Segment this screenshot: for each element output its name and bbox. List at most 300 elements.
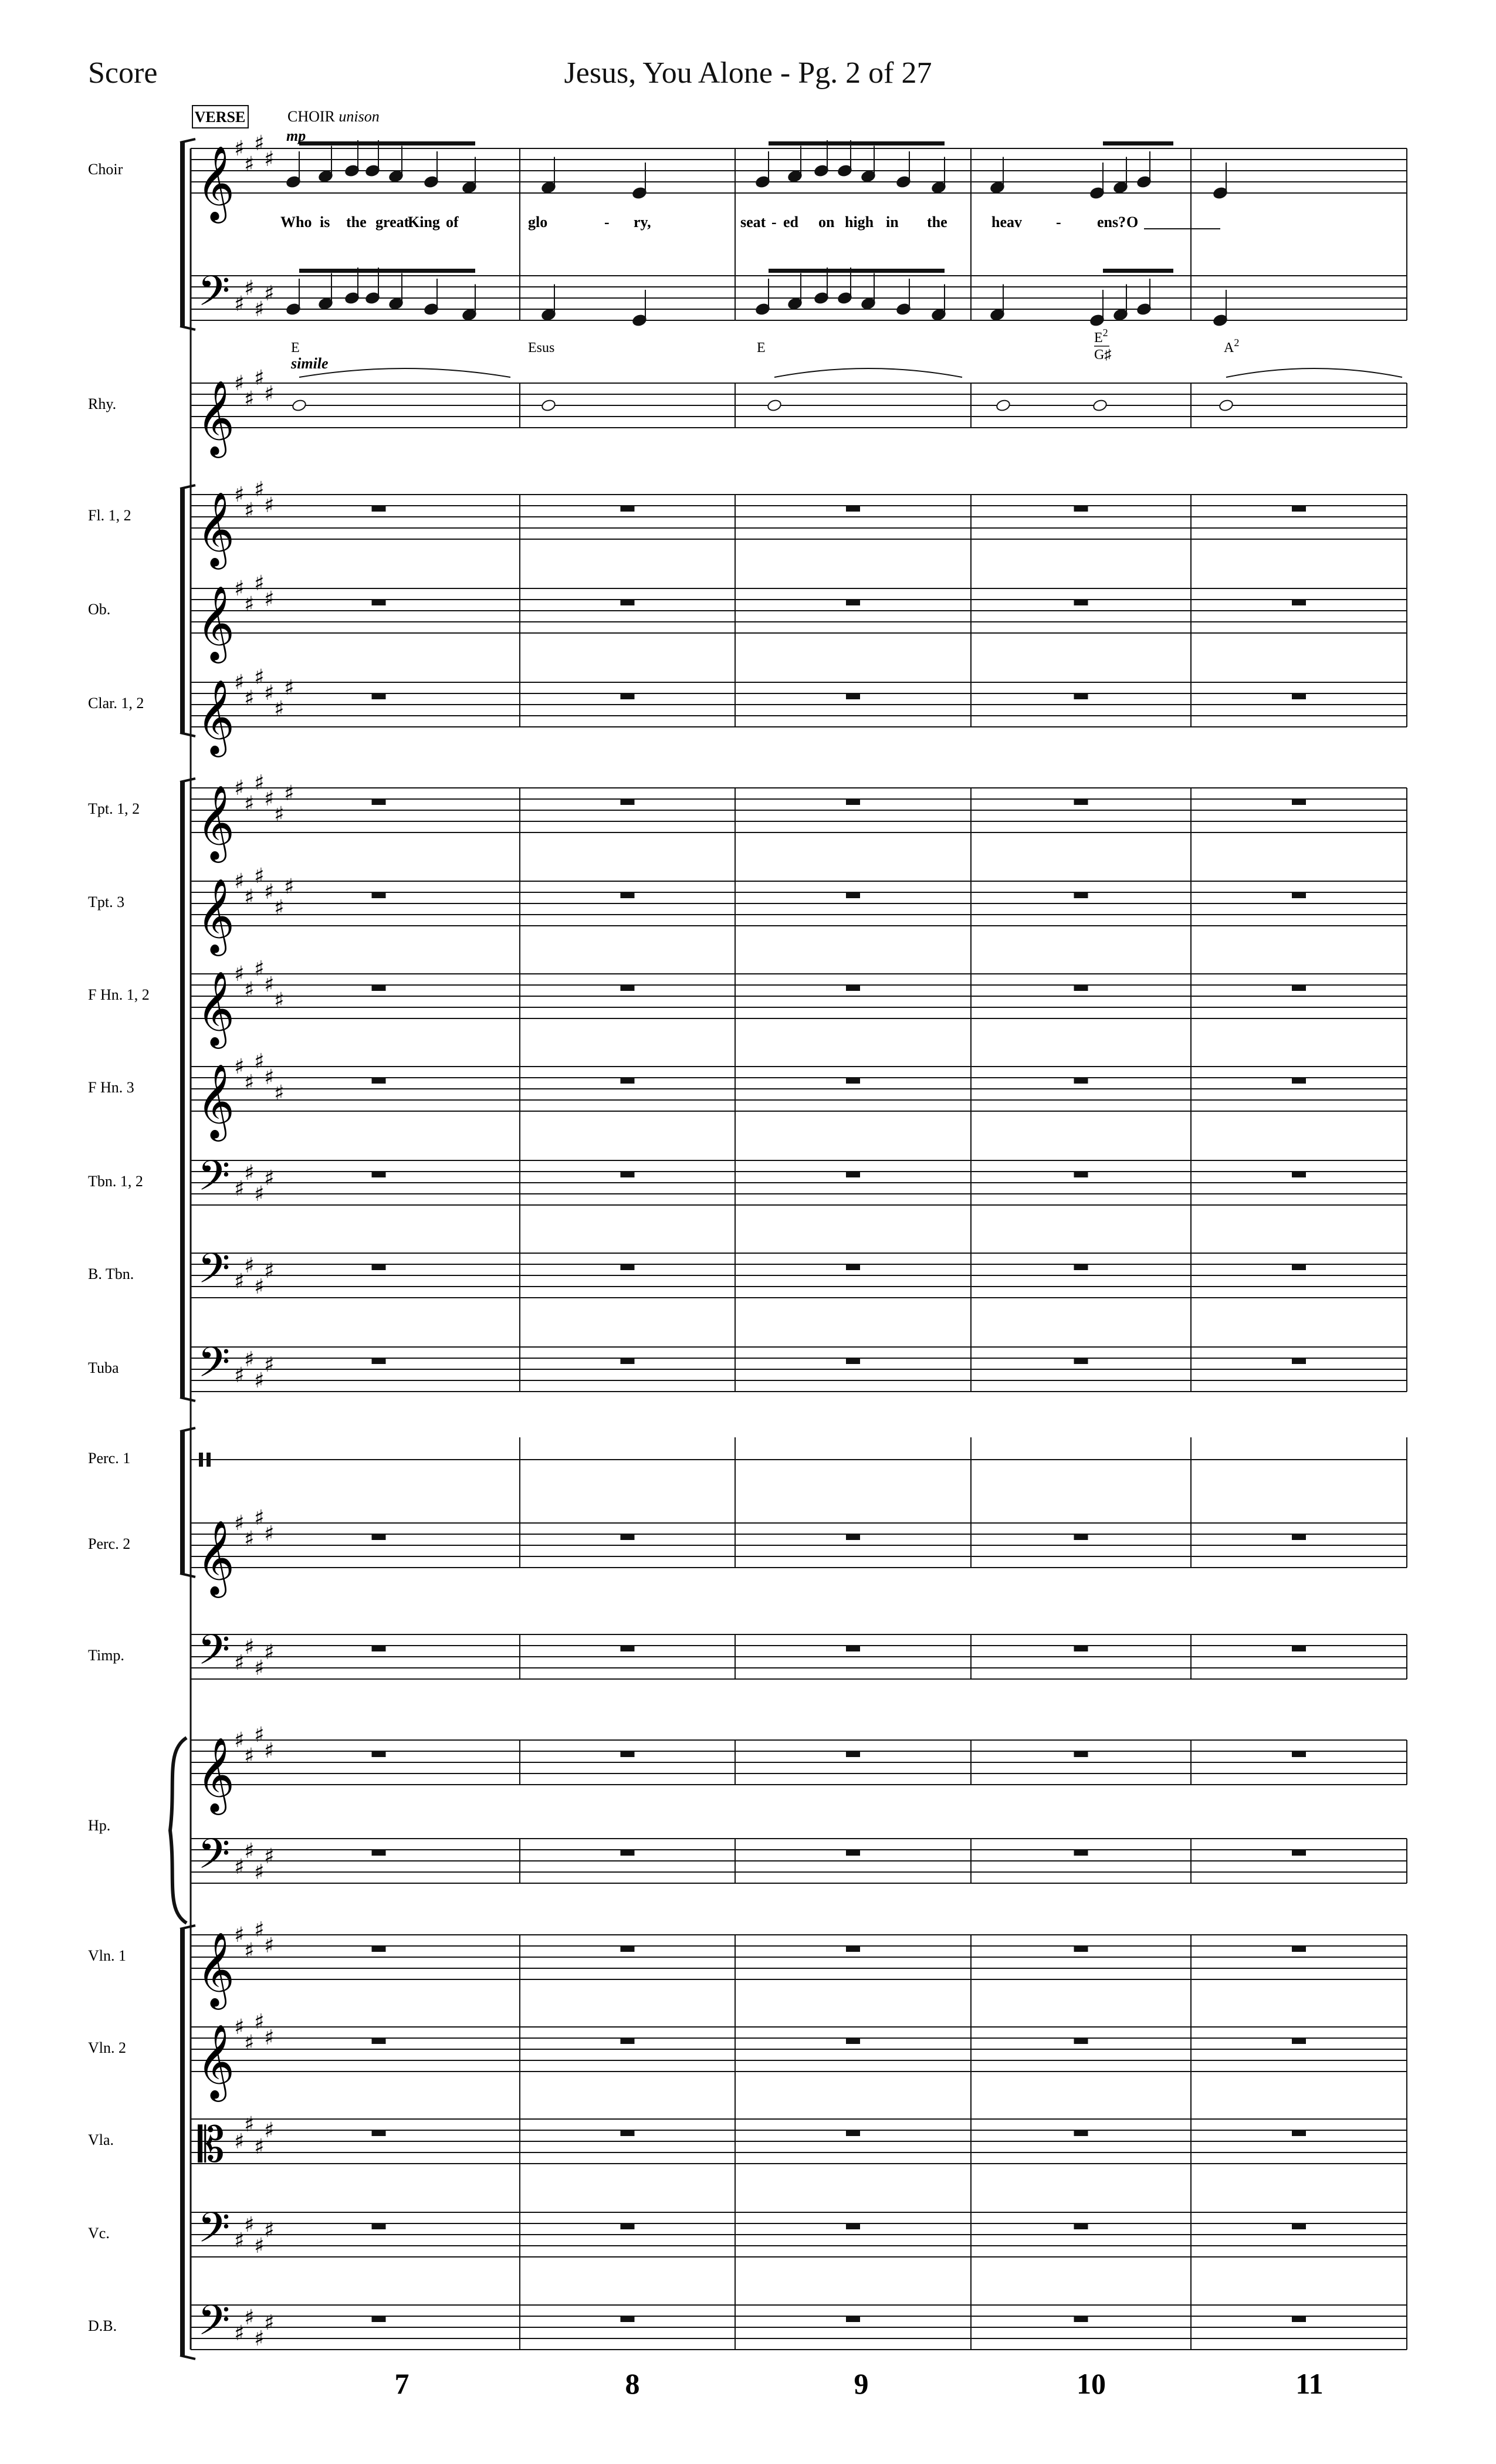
sharp-sign: ♯ (254, 1723, 265, 1747)
lyric-syllable: ens? (1097, 214, 1126, 231)
score-label: Score (88, 56, 158, 90)
sharp-sign: ♯ (264, 493, 275, 517)
lyric-syllable: is (320, 214, 330, 231)
choir-direction: CHOIR unison (287, 108, 380, 125)
whole-rest (372, 799, 386, 805)
whole-rest (621, 2316, 635, 2322)
sharp-sign: ♯ (254, 1050, 265, 1074)
whole-rest (846, 892, 860, 898)
sharp-sign: ♯ (234, 577, 245, 601)
whole-rest (846, 1172, 860, 1177)
staff (191, 1506, 1407, 1598)
sharp-sign: ♯ (234, 1363, 245, 1387)
choir-notes (286, 268, 1228, 327)
staff (191, 1723, 1407, 1815)
measure-number: 10 (1077, 2367, 1106, 2400)
treble-clef-icon: 𝄞 (197, 878, 235, 953)
sharp-sign: ♯ (244, 792, 255, 816)
sharp-sign: ♯ (254, 1182, 265, 1206)
lyric-syllable: glo (528, 214, 548, 231)
chord-symbol: $A^2$ (1224, 337, 1240, 356)
lyric-syllable: - (604, 214, 610, 231)
sharp-sign: ♯ (274, 697, 285, 721)
whole-rest (372, 1751, 386, 1757)
chord-bass: G♯ (1094, 347, 1112, 363)
whole-rest (372, 1078, 386, 1084)
instrument-label: B. Tbn. (88, 1265, 134, 1282)
whole-rest (372, 2130, 386, 2136)
sharp-sign: ♯ (254, 366, 265, 390)
whole-rest (621, 1850, 635, 1856)
instrument-label: Fl. 1, 2 (88, 507, 131, 524)
staff (191, 2010, 1407, 2102)
whole-rest (1074, 985, 1088, 991)
whole-rest (846, 506, 860, 512)
sharp-sign: ♯ (264, 587, 275, 611)
sharp-sign: ♯ (284, 676, 295, 700)
sharp-sign: ♯ (254, 2234, 265, 2258)
whole-rest (621, 892, 635, 898)
sharp-sign: ♯ (244, 2031, 255, 2055)
instrument-label: Hp. (88, 1817, 111, 1834)
sharp-sign: ♯ (264, 382, 275, 406)
sharp-sign: ♯ (254, 478, 265, 502)
staff (191, 665, 1407, 757)
bass-clef-icon: 𝄢 (198, 1626, 231, 1684)
sharp-sign: ♯ (254, 1860, 265, 1884)
beam (299, 269, 475, 273)
sharp-sign: ♯ (264, 2218, 275, 2242)
chord-symbol: Esus (528, 340, 555, 356)
sharp-sign: ♯ (244, 686, 255, 710)
sharp-sign: ♯ (234, 2321, 245, 2345)
chord-symbol: E (757, 340, 766, 356)
sharp-sign: ♯ (244, 593, 255, 617)
whole-rest (846, 2223, 860, 2229)
lyric-syllable: heav (991, 214, 1022, 231)
sharp-sign: ♯ (264, 1353, 275, 1377)
sharp-sign: ♯ (264, 2118, 275, 2143)
lyric-syllable: Who (280, 214, 312, 231)
sharp-sign: ♯ (284, 875, 295, 899)
staff (191, 957, 1407, 1049)
whole-rest (1074, 1078, 1088, 1084)
note-head (1219, 399, 1234, 412)
choir-notes (286, 140, 1228, 199)
sharp-sign: ♯ (254, 2327, 265, 2351)
whole-rest (621, 1751, 635, 1757)
sharp-sign: ♯ (264, 681, 275, 705)
staff (191, 366, 1407, 458)
whole-rest (621, 506, 635, 512)
instrument-label: Tuba (88, 1359, 119, 1376)
note-head (996, 399, 1011, 412)
lyric-syllable: in (886, 214, 899, 231)
sharp-sign: ♯ (234, 2130, 245, 2154)
treble-clef-icon: 𝄞 (197, 145, 235, 220)
sharp-sign: ♯ (234, 2015, 245, 2039)
whole-rest (621, 2223, 635, 2229)
simile-direction: simile (291, 355, 329, 372)
beam (769, 141, 945, 145)
whole-rest (846, 1264, 860, 1270)
sharp-sign: ♯ (274, 896, 285, 920)
bracket-hook (180, 1397, 195, 1401)
sharp-sign: ♯ (254, 2010, 265, 2034)
whole-rest (621, 1534, 635, 1540)
sharp-sign: ♯ (244, 1161, 255, 1185)
whole-rest (621, 693, 635, 699)
lyric-syllable: of (446, 214, 459, 231)
sharp-sign: ♯ (264, 282, 275, 306)
sharp-sign: ♯ (234, 2229, 245, 2253)
sharp-sign: ♯ (244, 153, 255, 177)
sharp-sign: ♯ (244, 885, 255, 909)
staff (191, 1338, 1407, 1397)
whole-rest (846, 799, 860, 805)
beam (299, 141, 475, 145)
sharp-sign: ♯ (254, 957, 265, 981)
measure-number: 11 (1295, 2367, 1324, 2400)
sharp-sign: ♯ (254, 864, 265, 888)
note-head (541, 399, 556, 412)
lyric-syllable: on (818, 214, 835, 231)
lyric-syllable: - (1056, 214, 1061, 231)
staff (191, 1244, 1407, 1303)
whole-rest (1074, 1358, 1088, 1364)
lyric-syllable: the (346, 214, 367, 231)
whole-rest (621, 2130, 635, 2136)
sharp-sign: ♯ (244, 499, 255, 523)
whole-rest (621, 799, 635, 805)
instrument-label: Vla. (88, 2131, 114, 2148)
measure-number: 9 (854, 2367, 869, 2400)
instrument-label: Perc. 1 (88, 1450, 131, 1467)
chord-extension: 2 (1234, 337, 1240, 348)
bracket-hook (180, 779, 195, 782)
whole-rest (372, 2038, 386, 2044)
sharp-sign: ♯ (264, 1640, 275, 1664)
sharp-sign: ♯ (254, 131, 265, 155)
treble-clef-icon: 𝄞 (197, 784, 235, 859)
whole-rest (1292, 693, 1306, 699)
whole-rest (621, 1646, 635, 1651)
whole-rest (846, 985, 860, 991)
whole-rest (1292, 1172, 1306, 1177)
sharp-sign: ♯ (234, 1511, 245, 1535)
sharp-sign: ♯ (234, 292, 245, 316)
whole-rest (1074, 693, 1088, 699)
sharp-sign: ♯ (264, 1934, 275, 1958)
whole-rest (621, 1264, 635, 1270)
instrument-label: Perc. 2 (88, 1535, 131, 1552)
choir-direction-style: unison (339, 108, 380, 125)
bass-clef-icon: 𝄢 (198, 1830, 231, 1888)
whole-rest (1292, 2223, 1306, 2229)
whole-rest (1074, 799, 1088, 805)
whole-rest (1292, 1946, 1306, 1952)
treble-clef-icon: 𝄞 (197, 1931, 235, 2006)
whole-rest (621, 600, 635, 605)
whole-rest (372, 892, 386, 898)
whole-rest (846, 1646, 860, 1651)
whole-rest (1292, 506, 1306, 512)
whole-rest (1074, 1751, 1088, 1757)
sharp-sign: ♯ (234, 1270, 245, 1294)
whole-rest (1292, 1358, 1306, 1364)
rehearsal-mark: VERSE (194, 109, 246, 126)
treble-clef-icon: 𝄞 (197, 1519, 235, 1595)
alto-clef-icon: 𝄡 (198, 2117, 225, 2173)
staff (191, 478, 1407, 570)
whole-rest (621, 1078, 635, 1084)
whole-rest (1292, 1264, 1306, 1270)
whole-rest (621, 985, 635, 991)
sharp-sign: ♯ (244, 1939, 255, 1963)
instrument-label: Ob. (88, 601, 111, 618)
whole-rest (372, 600, 386, 605)
whole-rest (1074, 892, 1088, 898)
sharp-sign: ♯ (284, 781, 295, 805)
note-head (292, 399, 307, 412)
sharp-sign: ♯ (234, 1855, 245, 1879)
whole-rest (621, 2038, 635, 2044)
staff (191, 771, 1407, 863)
lyric-syllable: seat (740, 214, 766, 231)
treble-clef-icon: 𝄞 (197, 585, 235, 660)
instrument-label: Vln. 1 (88, 1947, 126, 1964)
lyric-syllable: ed (783, 214, 798, 231)
instrument-label: F Hn. 3 (88, 1079, 134, 1096)
lyric-syllable: ry, (634, 214, 651, 231)
sharp-sign: ♯ (234, 1728, 245, 1752)
sharp-sign: ♯ (264, 1739, 275, 1763)
whole-rest (372, 1850, 386, 1856)
percussion-clef (199, 1453, 203, 1467)
staff (191, 2296, 1407, 2355)
whole-rest (1292, 799, 1306, 805)
sharp-sign: ♯ (254, 2135, 265, 2159)
whole-rest (372, 506, 386, 512)
whole-rest (1074, 1850, 1088, 1856)
instrument-label: Tpt. 1, 2 (88, 800, 140, 817)
whole-rest (846, 2038, 860, 2044)
whole-rest (846, 1850, 860, 1856)
whole-rest (846, 1751, 860, 1757)
sharp-sign: ♯ (264, 1259, 275, 1283)
sharp-sign: ♯ (234, 869, 245, 893)
sharp-sign: ♯ (274, 803, 285, 827)
whole-rest (372, 985, 386, 991)
whole-rest (1074, 600, 1088, 605)
instrument-label: Vc. (88, 2225, 110, 2242)
sharp-sign: ♯ (234, 483, 245, 507)
bass-clef-icon: 𝄢 (198, 1338, 231, 1397)
note-head (1092, 399, 1108, 412)
page-title: Jesus, You Alone - Pg. 2 of 27 (564, 56, 932, 90)
instrument-label: Timp. (88, 1647, 124, 1664)
lyric-syllable: high (845, 214, 874, 231)
sharp-sign: ♯ (254, 1275, 265, 1299)
treble-clef-icon: 𝄞 (197, 970, 235, 1045)
whole-rest (1292, 600, 1306, 605)
sharp-sign: ♯ (234, 1923, 245, 1947)
sharp-sign: ♯ (244, 2113, 255, 2137)
staff (191, 1453, 1407, 1467)
whole-rest (1292, 985, 1306, 991)
staff (191, 1626, 1407, 1684)
staff (191, 1918, 1407, 2010)
whole-rest (846, 2130, 860, 2136)
sharp-sign: ♯ (254, 1918, 265, 1942)
sharp-sign: ♯ (234, 1177, 245, 1201)
whole-rest (621, 1946, 635, 1952)
staff (191, 2204, 1407, 2262)
sharp-sign: ♯ (264, 2026, 275, 2050)
bracket-hook (180, 326, 195, 330)
sharp-sign: ♯ (244, 2213, 255, 2237)
whole-rest (372, 693, 386, 699)
sharp-sign: ♯ (234, 962, 245, 986)
bracket-hook (180, 1925, 195, 1929)
harp-brace (170, 1738, 187, 1923)
whole-rest (372, 1172, 386, 1177)
whole-rest (1074, 1172, 1088, 1177)
whole-rest (621, 1172, 635, 1177)
instrument-label: Vln. 2 (88, 2039, 126, 2056)
whole-rest (621, 1358, 635, 1364)
sharp-sign: ♯ (244, 1254, 255, 1278)
whole-rest (1074, 2223, 1088, 2229)
staff (191, 1050, 1407, 1142)
whole-rest (846, 1946, 860, 1952)
bracket-hook (180, 485, 195, 489)
whole-rest (372, 2316, 386, 2322)
sharp-sign: ♯ (244, 1348, 255, 1372)
staff (191, 2113, 1407, 2173)
whole-rest (1292, 1534, 1306, 1540)
sharp-sign: ♯ (274, 989, 285, 1013)
instrument-label: Tbn. 1, 2 (88, 1173, 143, 1190)
staff (191, 1830, 1407, 1888)
sharp-sign: ♯ (254, 665, 265, 689)
whole-rest (1292, 1646, 1306, 1651)
beam (769, 269, 945, 273)
sharp-sign: ♯ (244, 1839, 255, 1863)
lyric-syllable: the (927, 214, 947, 231)
whole-rest (1074, 506, 1088, 512)
instrument-label: F Hn. 1, 2 (88, 986, 150, 1003)
staff (191, 1152, 1407, 1210)
bracket-hook (180, 1428, 195, 1431)
sharp-sign: ♯ (274, 1081, 285, 1105)
percussion-clef (207, 1453, 211, 1467)
whole-rest (1074, 1264, 1088, 1270)
sharp-sign: ♯ (234, 776, 245, 800)
sharp-sign: ♯ (244, 1744, 255, 1768)
bass-clef-icon: 𝄢 (198, 1152, 231, 1210)
whole-rest (372, 1358, 386, 1364)
measure-number: 8 (625, 2367, 640, 2400)
sharp-sign: ♯ (234, 1651, 245, 1675)
sharp-sign: ♯ (244, 1071, 255, 1095)
sharp-sign: ♯ (234, 671, 245, 695)
whole-rest (1292, 892, 1306, 898)
treble-clef-icon: 𝄞 (197, 380, 235, 455)
sharp-sign: ♯ (254, 1369, 265, 1393)
bass-clef-icon: 𝄢 (198, 2296, 231, 2355)
whole-rest (1074, 1946, 1088, 1952)
note-head (767, 399, 782, 412)
whole-rest (846, 600, 860, 605)
whole-rest (1292, 2316, 1306, 2322)
instrument-label: Rhy. (88, 395, 117, 412)
treble-clef-icon: 𝄞 (197, 679, 235, 754)
whole-rest (1292, 1078, 1306, 1084)
treble-clef-icon: 𝄞 (197, 2023, 235, 2099)
tie (299, 368, 510, 377)
sharp-sign: ♯ (234, 371, 245, 395)
whole-rest (1292, 1751, 1306, 1757)
treble-clef-icon: 𝄞 (197, 1063, 235, 1138)
chord-symbol: E (291, 340, 300, 356)
whole-rest (372, 2223, 386, 2229)
bracket-hook (180, 139, 195, 143)
whole-rest (372, 1646, 386, 1651)
sharp-sign: ♯ (264, 973, 275, 997)
whole-rest (372, 1534, 386, 1540)
treble-clef-icon: 𝄞 (197, 1737, 235, 1812)
whole-rest (846, 2316, 860, 2322)
whole-rest (846, 1534, 860, 1540)
sharp-sign: ♯ (234, 137, 245, 161)
whole-rest (1074, 2130, 1088, 2136)
chord-symbol: $E^2$ (1094, 327, 1108, 346)
whole-rest (846, 693, 860, 699)
instrument-label: Choir (88, 161, 123, 178)
beam (1103, 269, 1173, 273)
bass-clef-icon: 𝄢 (198, 2204, 231, 2262)
sharp-sign: ♯ (254, 571, 265, 595)
sharp-sign: ♯ (264, 1522, 275, 1546)
sharp-sign: ♯ (244, 1527, 255, 1551)
sharp-sign: ♯ (264, 787, 275, 811)
whole-rest (1292, 1850, 1306, 1856)
measure-number: 7 (394, 2367, 409, 2400)
staff (191, 864, 1407, 956)
lyric-syllable: great (375, 214, 409, 231)
tie (1226, 368, 1402, 377)
staff (191, 571, 1407, 664)
dynamic-marking: mp (286, 127, 306, 144)
bracket-hook (180, 2355, 195, 2359)
sharp-sign: ♯ (264, 1844, 275, 1869)
sharp-sign: ♯ (264, 880, 275, 904)
staves-layer (170, 131, 1407, 2359)
bass-clef-icon: 𝄢 (198, 267, 231, 326)
treble-clef-icon: 𝄞 (197, 491, 235, 566)
lyric-syllable: O (1126, 214, 1139, 231)
beam (1103, 141, 1173, 145)
tie (774, 368, 962, 377)
sharp-sign: ♯ (244, 2306, 255, 2330)
sharp-sign: ♯ (264, 1166, 275, 1190)
sharp-sign: ♯ (244, 387, 255, 411)
sharp-sign: ♯ (254, 297, 265, 321)
sharp-sign: ♯ (234, 1055, 245, 1079)
lyric-syllable: - (771, 214, 777, 231)
whole-rest (372, 1946, 386, 1952)
